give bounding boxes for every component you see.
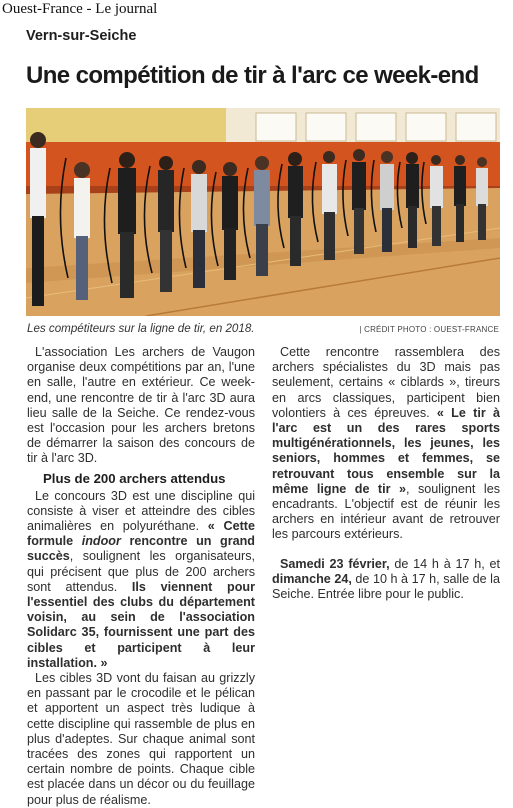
- quote-bold: « Cette formule: [27, 519, 255, 549]
- paragraph-text: , soulignent les encadrants. L'objectif est de réunir les archers en intérieur avant de retrouver les parcours extérieurs.: [272, 481, 500, 542]
- archers-photo-illustration: [26, 108, 500, 316]
- paragraph-text: Le concours 3D est une discipline qui consiste à viser et atteindre des cibles animalières en polyuréthane.: [27, 488, 255, 534]
- article-column-right: [272, 345, 500, 602]
- date-bold: Samedi 23 février,: [280, 556, 390, 571]
- quote-italic-word: indoor: [81, 534, 121, 549]
- quote-bold: « Le tir à l'arc est un des rares sports multigénérationnels, les jeunes, les seniors, hommes et femmes, se retrouvant tous ensemble sur la même ligne de tir »: [272, 405, 500, 496]
- article-paragraph-intro: L'association Les archers de Vaugon organise deux compétitions par an, l'une en salle, l'autre en extérieur. Ce week-end, une rencontre de tir à l'arc 3D aura lieu salle de la Seiche. Ce rendez-vous est l'occasion pour les archers bretons de démarrer la saison des concours de tir à l'arc 3D.: [27, 345, 255, 466]
- photo-caption: Les compétiteurs sur la ligne de tir, en 2018.: [27, 322, 255, 335]
- paragraph-text: Cette rencontre rassemblera des archers spécialistes du 3D mais pas seulement, certains « ciblards », tireurs en arcs classiques, participent bien volontiers à ces épreuves.: [272, 345, 500, 420]
- article-column-left: [27, 345, 255, 808]
- quote-bold: Ils viennent pour l'essentiel des clubs du département voisin, au sein de l'association Solidarc 35, fournissent une part des cibles et participent à leur installation. »: [27, 579, 255, 670]
- paragraph-text: de 14 h à 17 h, et: [389, 556, 500, 571]
- article-photo: [26, 108, 500, 316]
- paragraph-text: de 10 h à 17 h, salle de la Seiche. Entrée libre pour le public.: [272, 571, 500, 602]
- date-bold: dimanche 24,: [272, 571, 352, 586]
- article-headline: Une compétition de tir à l'arc ce week-end: [26, 62, 479, 89]
- quote-bold: rencontre un grand succès: [27, 534, 255, 564]
- article-paragraph-concours: [27, 489, 255, 671]
- newspaper-source-label: Ouest-France - Le journal: [2, 1, 158, 17]
- paragraph-text: , soulignent les organisateurs, qui précisent que plus de 200 archers sont attendus.: [27, 549, 255, 594]
- article-paragraph-rencontre: [272, 345, 500, 543]
- photo-credit: | CRÉDIT PHOTO : OUEST-FRANCE: [359, 325, 499, 334]
- article-subheading: Plus de 200 archers attendus: [43, 470, 226, 486]
- article-paragraph-cibles: Les cibles 3D vont du faisan au grizzly en passant par le crocodile et le pélican et apportent un aspect très ludique à cette discipline qui rassemble de plus en plus d'adeptes. Sur chaque animal sont tracées des zones qui rapportent un certain nombre de points. Chaque cible est placée dans un décor ou du feuillage pour plus de réalisme.: [27, 671, 255, 807]
- article-location: Vern-sur-Seiche: [26, 28, 137, 44]
- article-paragraph-practical-info: [272, 557, 500, 603]
